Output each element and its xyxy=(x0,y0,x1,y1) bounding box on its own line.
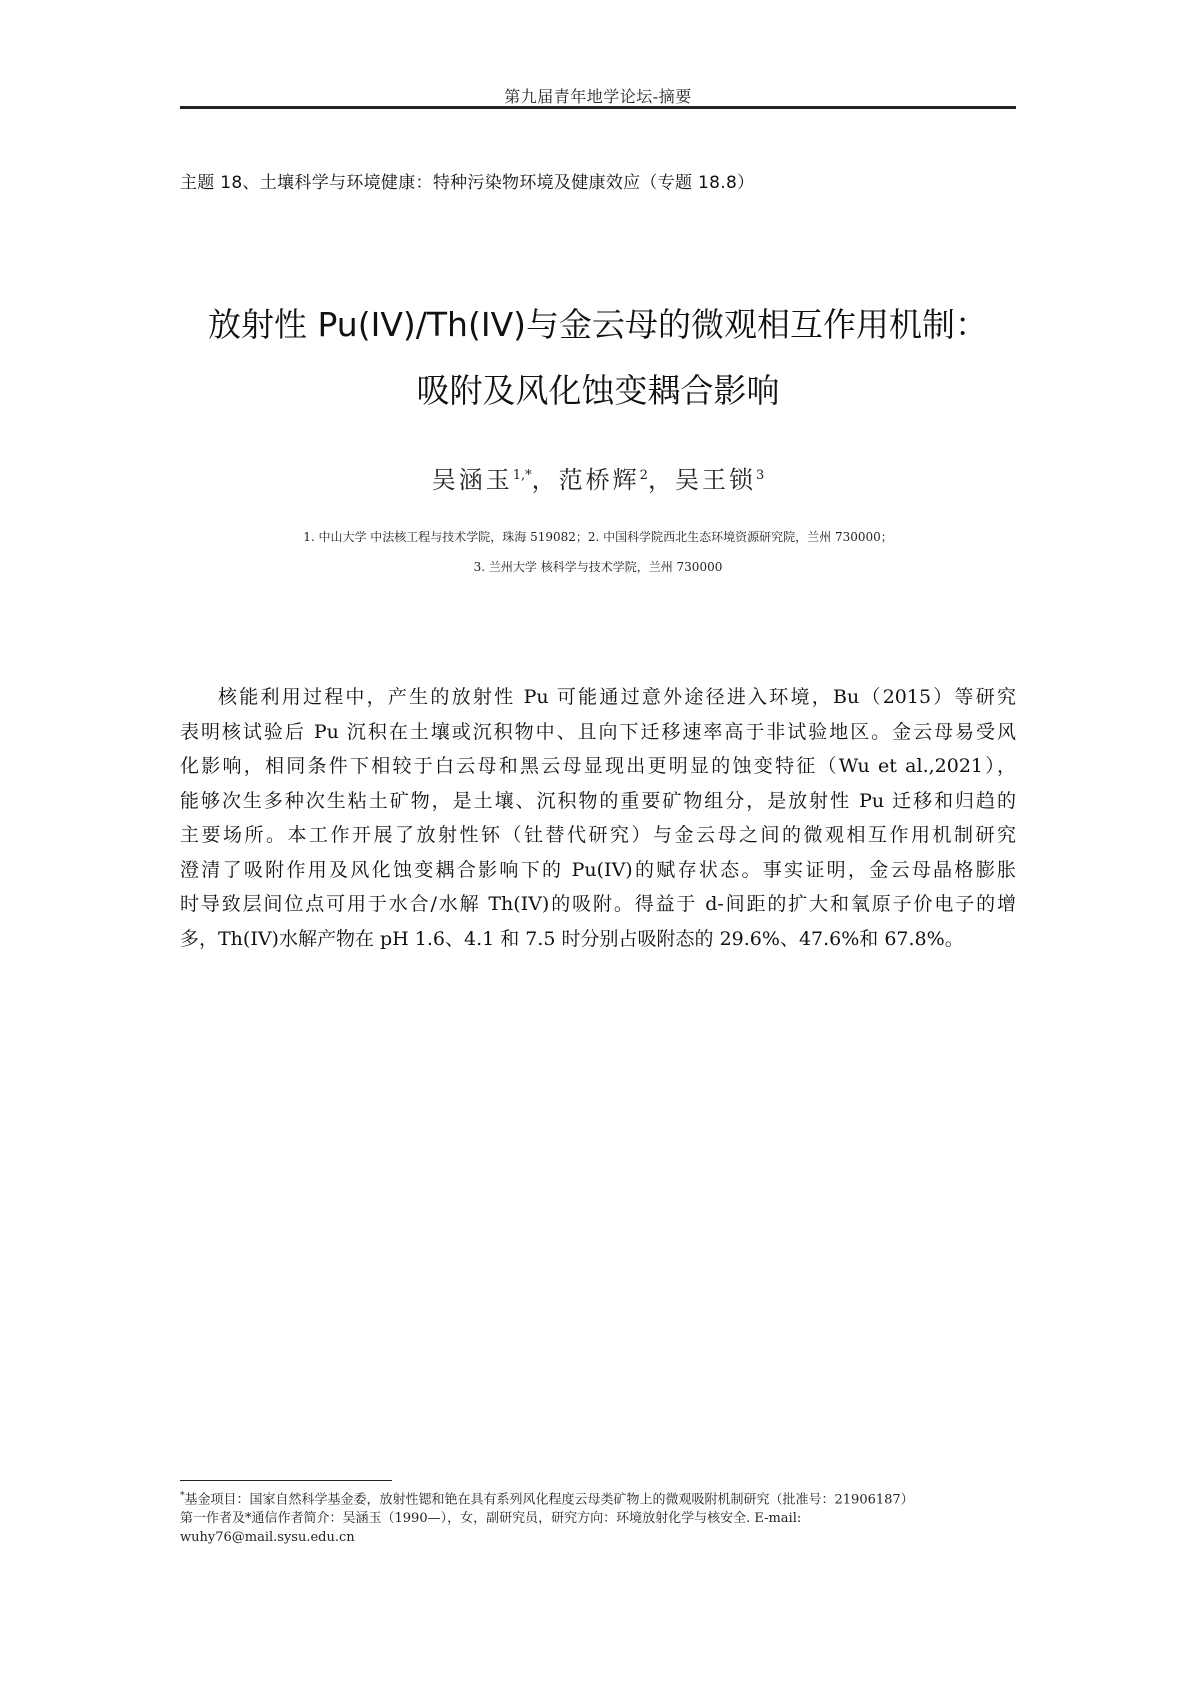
abstract-line: 澄清了吸附作用及风化蚀变耦合影响下的 Pu(IV)的赋存状态。事实证明，金云母晶格膨胀 xyxy=(180,858,1016,881)
abstract-line: 多，Th(IV)水解产物在 pH 1.6、4.1 和 7.5 时分别占吸附态的 29.6%、47.6%和 67.8%。 xyxy=(180,927,964,950)
abstract-line: 表明核试验后 Pu 沉积在土壤或沉积物中、且向下迁移速率高于非试验地区。金云母易受风 xyxy=(180,720,1016,743)
running-header: 第九届青年地学论坛-摘要 xyxy=(504,87,692,106)
title-line-1: 放射性 Pu(IV)/Th(IV)与金云母的微观相互作用机制： xyxy=(207,305,989,344)
affiliation-line-1: 1. 中山大学 中法核工程与技术学院，珠海 519082；2. 中国科学院西北生态环境资源研究院，兰州 730000； xyxy=(303,530,893,544)
author-list xyxy=(180,460,1016,495)
title-line-2: 吸附及风化蚀变耦合影响 xyxy=(416,371,780,410)
abstract-line: 化影响，相同条件下相较于白云母和黑云母显现出更明显的蚀变特征（Wu et al.,2021）， xyxy=(180,755,1016,777)
author-affiliation-mark: 1,* xyxy=(512,468,532,483)
author-affiliation-mark: 2 xyxy=(639,468,648,483)
abstract-line: 主要场所。本工作开展了放射性钚（钍替代研究）与金云母之间的微观相互作用机制研究 xyxy=(180,824,1016,846)
footnote-rule xyxy=(180,1480,392,1481)
topic-line: 主题 18、土壤科学与环境健康：特种污染物环境及健康效应（专题 18.8） xyxy=(180,173,755,193)
footnote xyxy=(180,1487,1016,1547)
abstract-line: 时导致层间位点可用于水合/水解 Th(IV)的吸附。得益于 d-间距的扩大和氧原子价电子的增 xyxy=(180,893,1016,915)
author-separator: ， xyxy=(647,466,675,494)
author-separator: ， xyxy=(531,466,559,494)
author-name: 吴王锁 xyxy=(674,466,756,494)
footnote-email-link[interactable]: wuhy76@mail.sysu.edu.cn xyxy=(180,1530,355,1546)
abstract-body xyxy=(180,680,1016,956)
footnote-author-bio: 第一作者及*通信作者简介：吴涵玉（1990—），女，副研究员，研究方向：环境放射化学与核安全. E-mail: xyxy=(180,1511,802,1527)
footnote-marker: * xyxy=(180,1491,185,1501)
abstract-line: 能够次生多种次生粘土矿物，是土壤、沉积物的重要矿物组分，是放射性 Pu 迁移和归趋的 xyxy=(180,789,1016,812)
author-affiliation-mark: 3 xyxy=(755,468,765,483)
author-name: 吴涵玉 xyxy=(431,466,513,494)
author-name: 范桥辉 xyxy=(558,466,640,494)
footnote-funding: *基金项目：国家自然科学基金委，放射性锶和铯在具有系列风化程度云母类矿物上的微观吸附机制研究（批准号：21906187） xyxy=(180,1491,914,1508)
abstract-line: 核能利用过程中，产生的放射性 Pu 可能通过意外途径进入环境，Bu（2015）等研究 xyxy=(218,686,1016,708)
paper-title xyxy=(150,292,1046,424)
header-rule xyxy=(180,106,1016,109)
affiliation-line-2: 3. 兰州大学 核科学与技术学院，兰州 730000 xyxy=(473,560,723,574)
